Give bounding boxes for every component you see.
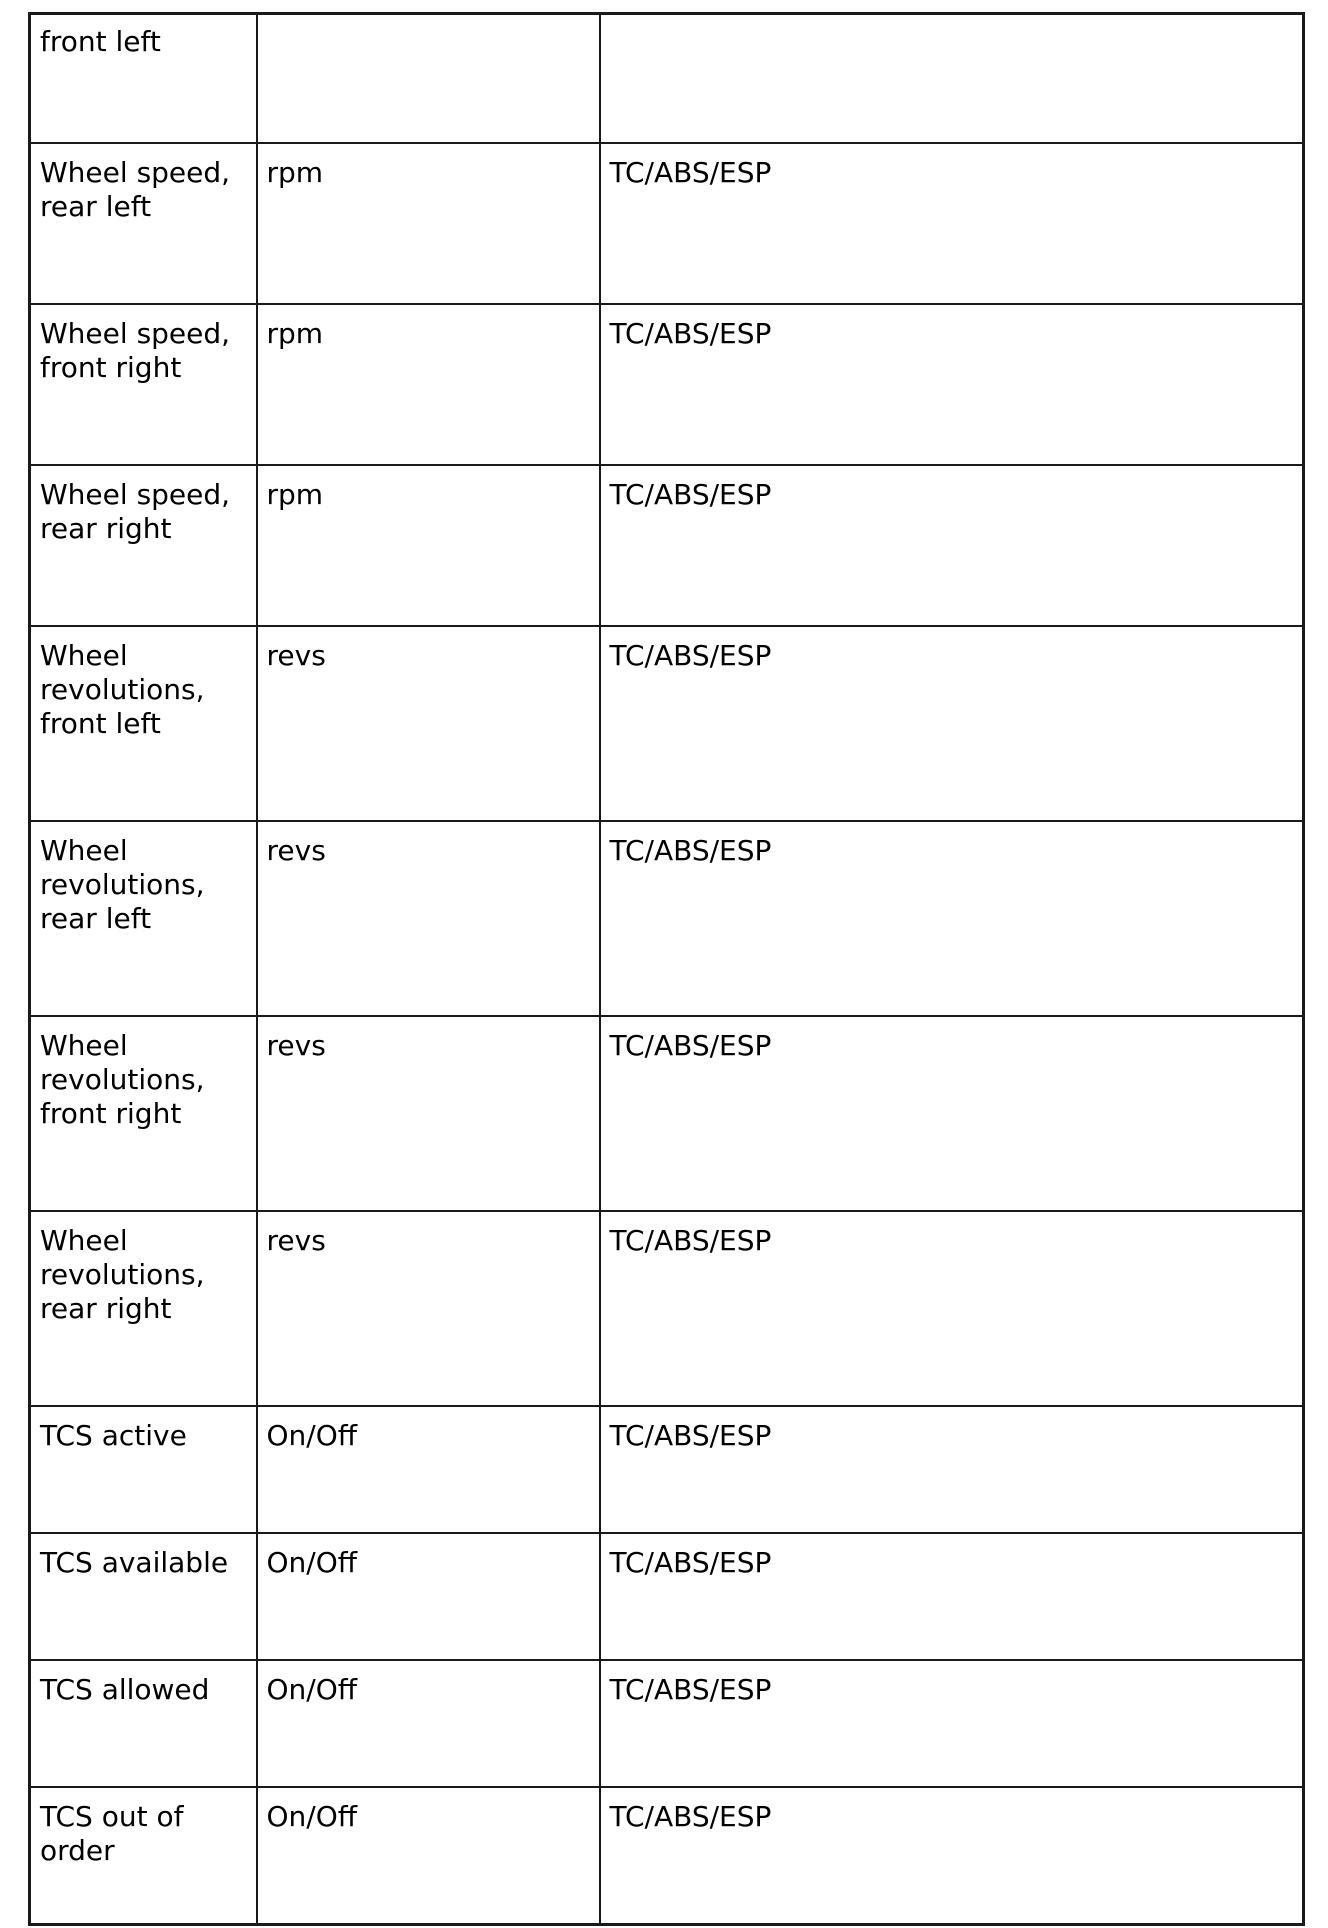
unit-cell: rpm (257, 143, 600, 304)
signal-name-cell: TCS available (30, 1533, 257, 1660)
source-cell: TC/ABS/ESP (600, 143, 1304, 304)
table-row (30, 304, 1304, 465)
table-row (30, 626, 1304, 821)
signal-name-cell: TCS active (30, 1406, 257, 1533)
unit-cell: On/Off (257, 1660, 600, 1787)
signal-name-cell: TCS out of order (30, 1787, 257, 1925)
table-row (30, 1660, 1304, 1787)
signal-name-cell: Wheel speed, rear left (30, 143, 257, 304)
source-cell: TC/ABS/ESP (600, 1787, 1304, 1925)
unit-cell: On/Off (257, 1406, 600, 1533)
table-row (30, 1211, 1304, 1406)
unit-cell: rpm (257, 304, 600, 465)
source-cell: TC/ABS/ESP (600, 1211, 1304, 1406)
table-row (30, 1533, 1304, 1660)
signal-name-cell: Wheel revolutions, rear right (30, 1211, 257, 1406)
signal-name-cell: Wheel speed, rear right (30, 465, 257, 626)
table-row (30, 1016, 1304, 1211)
signal-name-cell: Wheel revolutions, front right (30, 1016, 257, 1211)
signal-name-cell: Wheel speed, front right (30, 304, 257, 465)
source-cell: TC/ABS/ESP (600, 304, 1304, 465)
table-row (30, 465, 1304, 626)
signal-table (28, 12, 1305, 1926)
table-row (30, 821, 1304, 1016)
source-cell: TC/ABS/ESP (600, 1660, 1304, 1787)
table-row (30, 143, 1304, 304)
source-cell: TC/ABS/ESP (600, 1016, 1304, 1211)
unit-cell (257, 14, 600, 143)
source-cell (600, 14, 1304, 143)
signal-name-cell: Wheel revolutions, front left (30, 626, 257, 821)
signal-name-cell: front left (30, 14, 257, 143)
unit-cell: revs (257, 1016, 600, 1211)
unit-cell: revs (257, 626, 600, 821)
unit-cell: revs (257, 1211, 600, 1406)
unit-cell: rpm (257, 465, 600, 626)
unit-cell: On/Off (257, 1787, 600, 1925)
source-cell: TC/ABS/ESP (600, 465, 1304, 626)
source-cell: TC/ABS/ESP (600, 626, 1304, 821)
source-cell: TC/ABS/ESP (600, 821, 1304, 1016)
source-cell: TC/ABS/ESP (600, 1406, 1304, 1533)
unit-cell: revs (257, 821, 600, 1016)
table-row (30, 1787, 1304, 1925)
table-row (30, 1406, 1304, 1533)
signal-name-cell: Wheel revolutions, rear left (30, 821, 257, 1016)
signal-name-cell: TCS allowed (30, 1660, 257, 1787)
source-cell: TC/ABS/ESP (600, 1533, 1304, 1660)
table-row (30, 14, 1304, 143)
unit-cell: On/Off (257, 1533, 600, 1660)
